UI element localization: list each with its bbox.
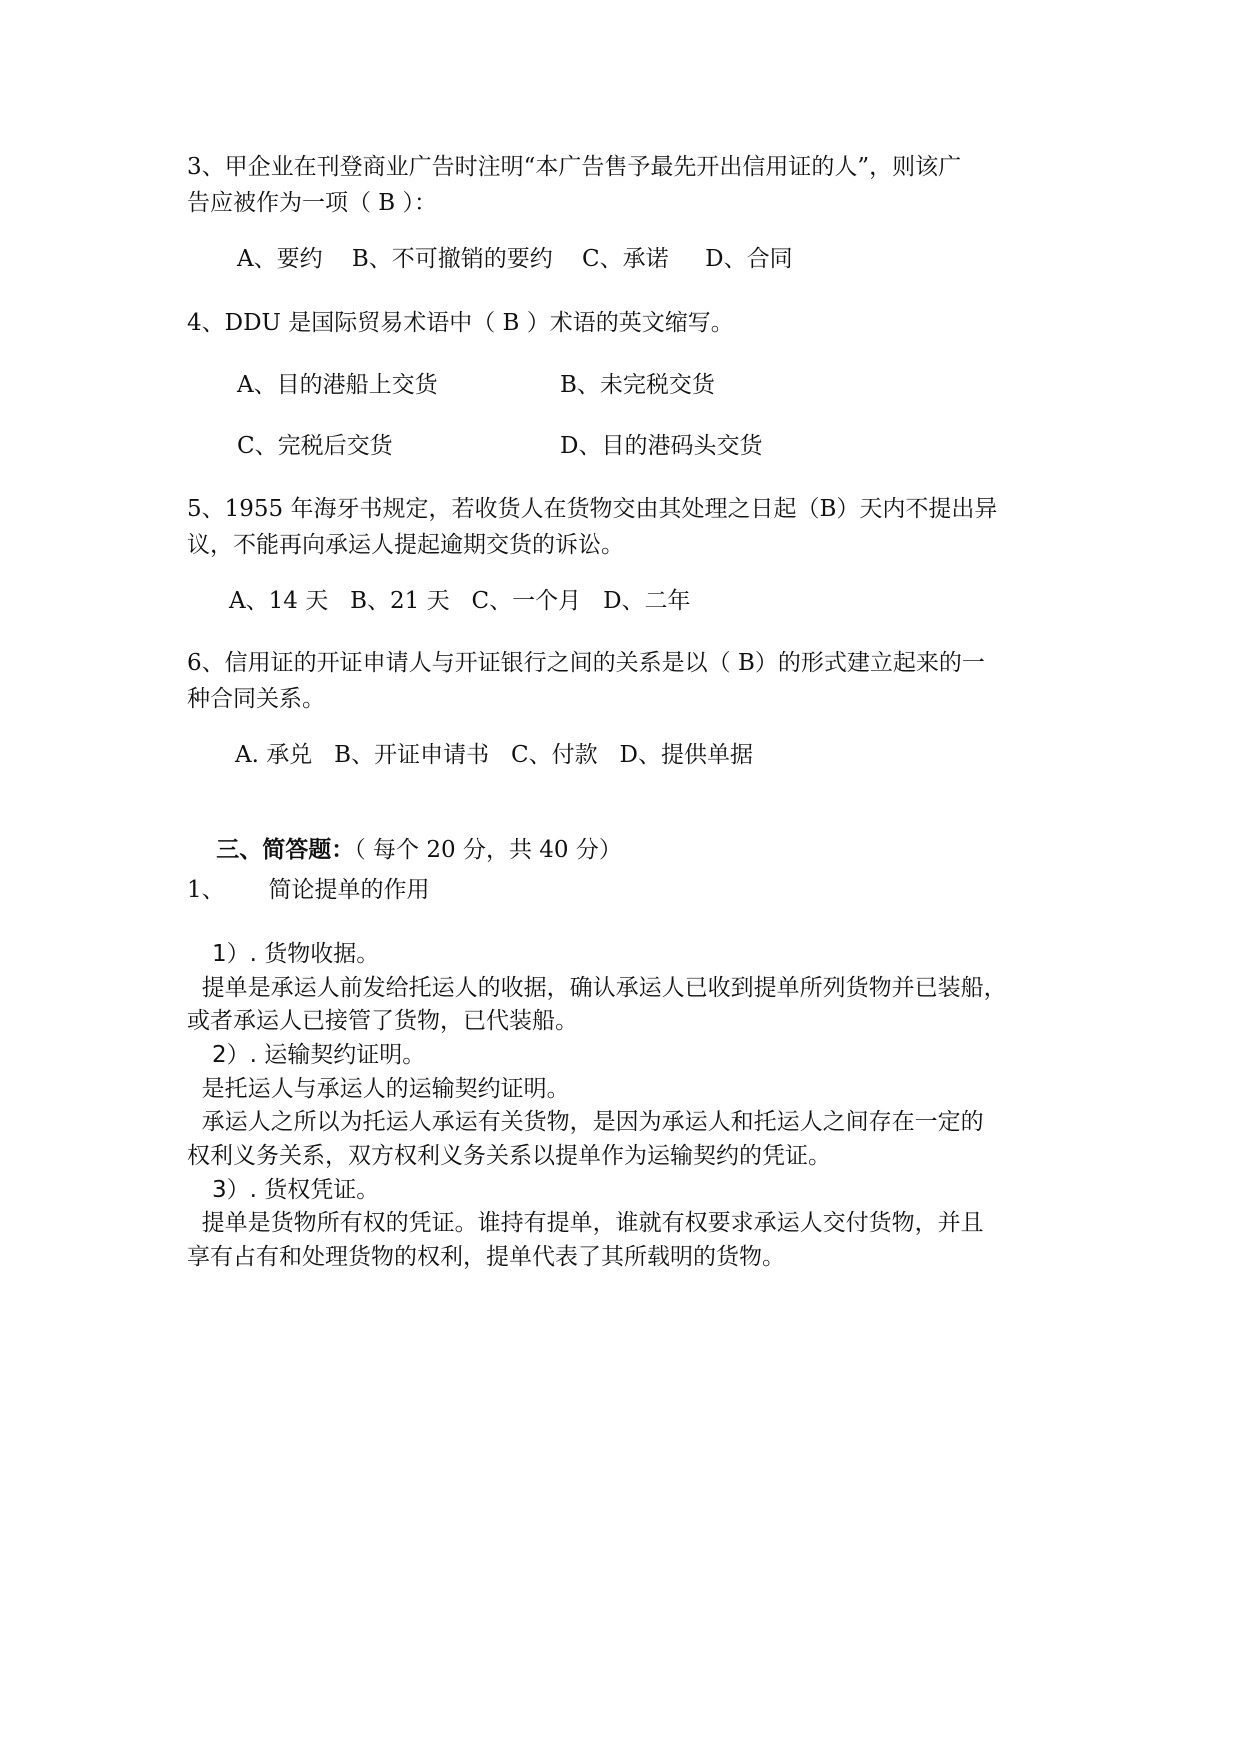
point-3-text-line-2: 享有占有和处理货物的权利，提单代表了其所载明的货物。 bbox=[187, 1244, 785, 1270]
point-3-text-line-1: 提单是货物所有权的凭证。谁持有提单，谁就有权要求承运人交付货物，并且 bbox=[187, 1210, 984, 1236]
point-2-text-line-3: 权利义务关系，双方权利义务关系以提单作为运输契约的凭证。 bbox=[187, 1143, 831, 1169]
short-answer-1-heading: 1、 简论提单的作用 bbox=[187, 877, 430, 903]
section-3-title: 三、简答题： bbox=[216, 836, 355, 863]
q4-option-a: A、目的港船上交货 bbox=[237, 372, 438, 398]
section-3-score-note: （ 每个 20 分，共 40 分） bbox=[354, 837, 622, 863]
q4-line-1: 4、DDU 是国际贸易术语中（ B ）术语的英文缩写。 bbox=[187, 310, 734, 336]
point-1-text-line-2: 或者承运人已接管了货物，已代装船。 bbox=[187, 1008, 578, 1034]
point-2-text-line-2: 承运人之所以为托运人承运有关货物，是因为承运人和托运人之间存在一定的 bbox=[187, 1109, 984, 1135]
q3-options: A、要约 B、不可撤销的要约 C、承诺 D、合同 bbox=[237, 246, 793, 272]
q4-option-c: C、完税后交货 bbox=[237, 433, 393, 459]
point-1-title: 1）. 货物收据。 bbox=[212, 941, 380, 967]
point-1-text-line-1: 提单是承运人前发给托运人的收据，确认承运人已收到提单所列货物并已装船， bbox=[187, 975, 1007, 1001]
q5-line-1: 5、1955 年海牙书规定，若收货人在货物交由其处理之日起（B）天内不提出异 bbox=[187, 496, 998, 522]
point-3-title: 3）. 货权凭证。 bbox=[212, 1177, 380, 1203]
q6-line-2: 种合同关系。 bbox=[187, 686, 325, 712]
q4-option-b: B、未完税交货 bbox=[560, 372, 715, 398]
q5-line-2: 议，不能再向承运人提起逾期交货的诉讼。 bbox=[187, 532, 624, 558]
point-2-title: 2）. 运输契约证明。 bbox=[212, 1042, 426, 1068]
q4-option-d: D、目的港码头交货 bbox=[560, 433, 763, 459]
point-2-text-line-1: 是托运人与承运人的运输契约证明。 bbox=[187, 1076, 570, 1102]
q3-line-2: 告应被作为一项（ B ）： bbox=[187, 190, 438, 216]
q6-options: A. 承兑 B、开证申请书 C、付款 D、提供单据 bbox=[235, 742, 753, 768]
q6-line-1: 6、信用证的开证申请人与开证银行之间的关系是以（ B）的形式建立起来的一 bbox=[187, 650, 985, 676]
q3-line-1: 3、甲企业在刊登商业广告时注明“本广告售予最先开出信用证的人”，则该广 bbox=[187, 154, 962, 180]
q5-options: A、14 天 B、21 天 C、一个月 D、二年 bbox=[229, 588, 691, 614]
